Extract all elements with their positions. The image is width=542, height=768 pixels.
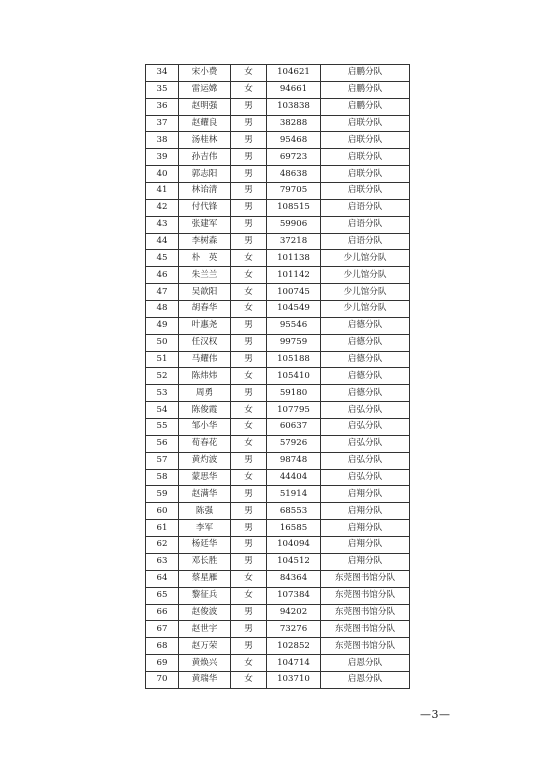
member-id-cell: 99759 <box>267 334 321 351</box>
name-cell: 付代锋 <box>179 199 231 216</box>
member-id-cell: 105410 <box>267 368 321 385</box>
table-row <box>146 81 410 98</box>
volunteer-roster-table <box>145 64 410 689</box>
team-cell: 启鹏分队 <box>321 81 410 98</box>
member-id-cell: 107384 <box>267 587 321 604</box>
name-cell: 马耀伟 <box>179 351 231 368</box>
name-cell: 林诒清 <box>179 183 231 200</box>
team-cell: 启德分队 <box>321 385 410 402</box>
name-cell: 杨廷华 <box>179 537 231 554</box>
table-row <box>146 149 410 166</box>
gender-cell: 女 <box>231 284 267 301</box>
team-cell: 启德分队 <box>321 317 410 334</box>
name-cell: 朴 英 <box>179 250 231 267</box>
member-id-cell: 94661 <box>267 81 321 98</box>
row-number-cell: 68 <box>146 638 179 655</box>
gender-cell: 男 <box>231 604 267 621</box>
member-id-cell: 103710 <box>267 671 321 688</box>
row-number-cell: 36 <box>146 98 179 115</box>
team-cell: 启弘分队 <box>321 452 410 469</box>
table-row <box>146 570 410 587</box>
table-row <box>146 402 410 419</box>
table-row <box>146 368 410 385</box>
member-id-cell: 103838 <box>267 98 321 115</box>
name-cell: 陈炜炜 <box>179 368 231 385</box>
table-row <box>146 166 410 183</box>
gender-cell: 女 <box>231 65 267 82</box>
row-number-cell: 46 <box>146 267 179 284</box>
row-number-cell: 34 <box>146 65 179 82</box>
gender-cell: 男 <box>231 621 267 638</box>
name-cell: 赵万荣 <box>179 638 231 655</box>
row-number-cell: 54 <box>146 402 179 419</box>
table-row <box>146 334 410 351</box>
row-number-cell: 60 <box>146 503 179 520</box>
name-cell: 张建军 <box>179 216 231 233</box>
row-number-cell: 62 <box>146 537 179 554</box>
gender-cell: 女 <box>231 81 267 98</box>
name-cell: 赵耀良 <box>179 115 231 132</box>
team-cell: 启联分队 <box>321 183 410 200</box>
name-cell: 吴歆阳 <box>179 284 231 301</box>
table-row <box>146 419 410 436</box>
name-cell: 孙吉伟 <box>179 149 231 166</box>
row-number-cell: 42 <box>146 199 179 216</box>
member-id-cell: 101142 <box>267 267 321 284</box>
row-number-cell: 67 <box>146 621 179 638</box>
name-cell: 朱兰兰 <box>179 267 231 284</box>
gender-cell: 男 <box>231 553 267 570</box>
row-number-cell: 39 <box>146 149 179 166</box>
row-number-cell: 45 <box>146 250 179 267</box>
team-cell: 启德分队 <box>321 351 410 368</box>
member-id-cell: 95546 <box>267 317 321 334</box>
member-id-cell: 37218 <box>267 233 321 250</box>
name-cell: 胡春华 <box>179 301 231 318</box>
gender-cell: 男 <box>231 149 267 166</box>
member-id-cell: 59906 <box>267 216 321 233</box>
gender-cell: 男 <box>231 199 267 216</box>
table-row <box>146 385 410 402</box>
row-number-cell: 64 <box>146 570 179 587</box>
table-row <box>146 284 410 301</box>
table-row <box>146 604 410 621</box>
row-number-cell: 55 <box>146 419 179 436</box>
table-row <box>146 317 410 334</box>
row-number-cell: 58 <box>146 469 179 486</box>
row-number-cell: 69 <box>146 655 179 672</box>
member-id-cell: 57926 <box>267 435 321 452</box>
member-id-cell: 51914 <box>267 486 321 503</box>
team-cell: 启翔分队 <box>321 553 410 570</box>
row-number-cell: 49 <box>146 317 179 334</box>
row-number-cell: 43 <box>146 216 179 233</box>
member-id-cell: 48638 <box>267 166 321 183</box>
table-row <box>146 469 410 486</box>
team-cell: 少儿馆分队 <box>321 267 410 284</box>
member-id-cell: 108515 <box>267 199 321 216</box>
row-number-cell: 35 <box>146 81 179 98</box>
gender-cell: 男 <box>231 317 267 334</box>
team-cell: 启翔分队 <box>321 503 410 520</box>
table-row <box>146 65 410 82</box>
gender-cell: 女 <box>231 655 267 672</box>
gender-cell: 女 <box>231 402 267 419</box>
team-cell: 启德分队 <box>321 334 410 351</box>
row-number-cell: 66 <box>146 604 179 621</box>
gender-cell: 女 <box>231 469 267 486</box>
team-cell: 启联分队 <box>321 115 410 132</box>
member-id-cell: 95468 <box>267 132 321 149</box>
gender-cell: 男 <box>231 486 267 503</box>
team-cell: 启鹏分队 <box>321 65 410 82</box>
row-number-cell: 70 <box>146 671 179 688</box>
row-number-cell: 63 <box>146 553 179 570</box>
table-row <box>146 267 410 284</box>
member-id-cell: 104714 <box>267 655 321 672</box>
gender-cell: 女 <box>231 267 267 284</box>
gender-cell: 女 <box>231 368 267 385</box>
name-cell: 郭志阳 <box>179 166 231 183</box>
member-id-cell: 98748 <box>267 452 321 469</box>
gender-cell: 男 <box>231 233 267 250</box>
table-row <box>146 537 410 554</box>
team-cell: 启翔分队 <box>321 537 410 554</box>
table-row <box>146 655 410 672</box>
gender-cell: 女 <box>231 671 267 688</box>
row-number-cell: 47 <box>146 284 179 301</box>
name-cell: 叶惠尧 <box>179 317 231 334</box>
team-cell: 东莞图书馆分队 <box>321 638 410 655</box>
member-id-cell: 102852 <box>267 638 321 655</box>
row-number-cell: 37 <box>146 115 179 132</box>
team-cell: 少儿馆分队 <box>321 284 410 301</box>
row-number-cell: 50 <box>146 334 179 351</box>
table-row <box>146 520 410 537</box>
table-row <box>146 587 410 604</box>
member-id-cell: 107795 <box>267 402 321 419</box>
member-id-cell: 16585 <box>267 520 321 537</box>
gender-cell: 男 <box>231 166 267 183</box>
table-row <box>146 233 410 250</box>
member-id-cell: 105188 <box>267 351 321 368</box>
gender-cell: 男 <box>231 385 267 402</box>
gender-cell: 女 <box>231 419 267 436</box>
row-number-cell: 51 <box>146 351 179 368</box>
row-number-cell: 57 <box>146 452 179 469</box>
member-id-cell: 73276 <box>267 621 321 638</box>
page-number: —3— <box>420 708 451 721</box>
team-cell: 启联分队 <box>321 132 410 149</box>
member-id-cell: 44404 <box>267 469 321 486</box>
gender-cell: 男 <box>231 334 267 351</box>
name-cell: 陈俊霞 <box>179 402 231 419</box>
team-cell: 东莞图书馆分队 <box>321 587 410 604</box>
team-cell: 启翔分队 <box>321 520 410 537</box>
name-cell: 蔡星雁 <box>179 570 231 587</box>
team-cell: 启弘分队 <box>321 419 410 436</box>
gender-cell: 男 <box>231 98 267 115</box>
row-number-cell: 53 <box>146 385 179 402</box>
table-row <box>146 115 410 132</box>
member-id-cell: 101138 <box>267 250 321 267</box>
row-number-cell: 48 <box>146 301 179 318</box>
name-cell: 黄灼波 <box>179 452 231 469</box>
team-cell: 启恩分队 <box>321 671 410 688</box>
team-cell: 东莞图书馆分队 <box>321 604 410 621</box>
row-number-cell: 41 <box>146 183 179 200</box>
team-cell: 少儿馆分队 <box>321 301 410 318</box>
name-cell: 任汉权 <box>179 334 231 351</box>
team-cell: 启语分队 <box>321 199 410 216</box>
gender-cell: 男 <box>231 183 267 200</box>
name-cell: 赵世宇 <box>179 621 231 638</box>
team-cell: 启德分队 <box>321 368 410 385</box>
team-cell: 启弘分队 <box>321 435 410 452</box>
team-cell: 东莞图书馆分队 <box>321 570 410 587</box>
gender-cell: 男 <box>231 132 267 149</box>
table-row <box>146 132 410 149</box>
row-number-cell: 40 <box>146 166 179 183</box>
name-cell: 汤桂林 <box>179 132 231 149</box>
team-cell: 启翔分队 <box>321 486 410 503</box>
table-row <box>146 435 410 452</box>
gender-cell: 男 <box>231 115 267 132</box>
member-id-cell: 104549 <box>267 301 321 318</box>
member-id-cell: 68553 <box>267 503 321 520</box>
team-cell: 少儿馆分队 <box>321 250 410 267</box>
table-row <box>146 671 410 688</box>
member-id-cell: 79705 <box>267 183 321 200</box>
table-row <box>146 183 410 200</box>
team-cell: 启恩分队 <box>321 655 410 672</box>
table-row <box>146 503 410 520</box>
gender-cell: 女 <box>231 435 267 452</box>
team-cell: 启联分队 <box>321 166 410 183</box>
team-cell: 启弘分队 <box>321 469 410 486</box>
name-cell: 黎征兵 <box>179 587 231 604</box>
member-id-cell: 60637 <box>267 419 321 436</box>
row-number-cell: 56 <box>146 435 179 452</box>
team-cell: 启鹏分队 <box>321 98 410 115</box>
gender-cell: 男 <box>231 452 267 469</box>
gender-cell: 男 <box>231 351 267 368</box>
table-row <box>146 216 410 233</box>
table-row <box>146 553 410 570</box>
gender-cell: 男 <box>231 638 267 655</box>
name-cell: 赵明强 <box>179 98 231 115</box>
team-cell: 启语分队 <box>321 233 410 250</box>
team-cell: 启语分队 <box>321 216 410 233</box>
gender-cell: 男 <box>231 537 267 554</box>
name-cell: 邓长胜 <box>179 553 231 570</box>
row-number-cell: 65 <box>146 587 179 604</box>
gender-cell: 女 <box>231 570 267 587</box>
member-id-cell: 104621 <box>267 65 321 82</box>
name-cell: 邹小华 <box>179 419 231 436</box>
name-cell: 荀春花 <box>179 435 231 452</box>
table-row <box>146 301 410 318</box>
row-number-cell: 59 <box>146 486 179 503</box>
row-number-cell: 52 <box>146 368 179 385</box>
gender-cell: 女 <box>231 301 267 318</box>
gender-cell: 男 <box>231 520 267 537</box>
name-cell: 雷运嫦 <box>179 81 231 98</box>
name-cell: 李军 <box>179 520 231 537</box>
roster-table-body <box>146 65 410 689</box>
table-row <box>146 250 410 267</box>
row-number-cell: 44 <box>146 233 179 250</box>
table-row <box>146 621 410 638</box>
member-id-cell: 94202 <box>267 604 321 621</box>
name-cell: 陈强 <box>179 503 231 520</box>
gender-cell: 女 <box>231 250 267 267</box>
table-row <box>146 199 410 216</box>
row-number-cell: 61 <box>146 520 179 537</box>
member-id-cell: 59180 <box>267 385 321 402</box>
gender-cell: 男 <box>231 503 267 520</box>
name-cell: 蒙思华 <box>179 469 231 486</box>
member-id-cell: 69723 <box>267 149 321 166</box>
table-row <box>146 351 410 368</box>
name-cell: 赵俊波 <box>179 604 231 621</box>
name-cell: 李树森 <box>179 233 231 250</box>
name-cell: 黄焕兴 <box>179 655 231 672</box>
member-id-cell: 38288 <box>267 115 321 132</box>
team-cell: 启弘分队 <box>321 402 410 419</box>
table-row <box>146 98 410 115</box>
name-cell: 宋小费 <box>179 65 231 82</box>
member-id-cell: 104512 <box>267 553 321 570</box>
table-row <box>146 486 410 503</box>
table-row <box>146 638 410 655</box>
table-row <box>146 452 410 469</box>
row-number-cell: 38 <box>146 132 179 149</box>
team-cell: 启联分队 <box>321 149 410 166</box>
member-id-cell: 100745 <box>267 284 321 301</box>
name-cell: 黄瑞华 <box>179 671 231 688</box>
member-id-cell: 104094 <box>267 537 321 554</box>
name-cell: 周勇 <box>179 385 231 402</box>
gender-cell: 男 <box>231 216 267 233</box>
member-id-cell: 84364 <box>267 570 321 587</box>
gender-cell: 女 <box>231 587 267 604</box>
team-cell: 东莞图书馆分队 <box>321 621 410 638</box>
name-cell: 赵满华 <box>179 486 231 503</box>
